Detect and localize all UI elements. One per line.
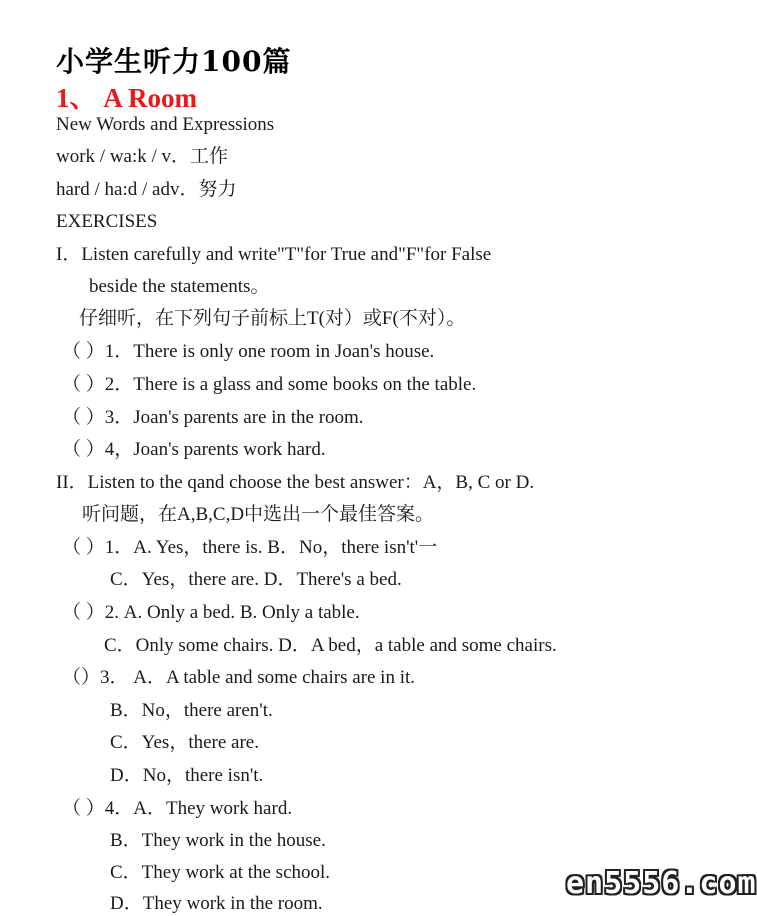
document-title: 小学生听力100篇: [56, 45, 292, 78]
words-heading: New Words and Expressions: [56, 114, 275, 135]
question-1: （ ）1．A. Yes，there is. B．No，there isn't'一: [62, 537, 438, 558]
question-2: （ ）2. A. Only a bed. B. Only a table.: [62, 602, 360, 623]
question-4-option-c: C．They work at the school.: [110, 862, 331, 883]
question-3: （）3． A．A table and some chairs are in it.: [62, 667, 416, 688]
tf-item-1: （ ）1．There is only one room in Joan's house.: [62, 341, 435, 362]
tf-item-3: （ ）3．Joan's parents are in the room.: [62, 407, 364, 428]
question-2-options: C．Only some chairs. D．A bed，a table and some chairs.: [104, 635, 557, 656]
tf-item-4: （ ）4，Joan's parents work hard.: [62, 439, 326, 460]
question-4-option-d: D．They work in the room.: [110, 893, 323, 914]
exercises-heading: EXERCISES: [56, 211, 158, 232]
part1-instruction: I．Listen carefully and write"T"for True and"F"for False: [56, 244, 492, 265]
part2-instruction-cn: 听问题，在A,B,C,D中选出一个最佳答案。: [82, 504, 435, 525]
vocab-item-work: work / wa:k / v．工作: [56, 146, 229, 167]
lesson-heading: 1、 A Room: [56, 83, 197, 113]
question-3-option-d: D．No，there isn't.: [110, 765, 264, 786]
question-3-option-c: C．Yes，there are.: [110, 732, 259, 753]
question-3-option-b: B．No，there aren't.: [110, 700, 273, 721]
question-1-options: C．Yes，there are. D．There's a bed.: [110, 569, 402, 590]
part2-instruction: II．Listen to the qand choose the best answer：A，B, C or D.: [56, 472, 535, 493]
part1-instruction-cont: beside the statements。: [89, 276, 270, 297]
tf-item-2: （ ）2．There is a glass and some books on the table.: [62, 374, 477, 395]
vocab-item-hard: hard / ha:d / adv．努力: [56, 179, 237, 200]
part1-instruction-cn: 仔细听，在下列句子前标上T(对）或F(不对）。: [79, 308, 466, 329]
question-4: （ ）4．A．They work hard.: [62, 798, 293, 819]
site-watermark: en5556.com: [566, 866, 757, 901]
question-4-option-b: B．They work in the house.: [110, 830, 326, 851]
